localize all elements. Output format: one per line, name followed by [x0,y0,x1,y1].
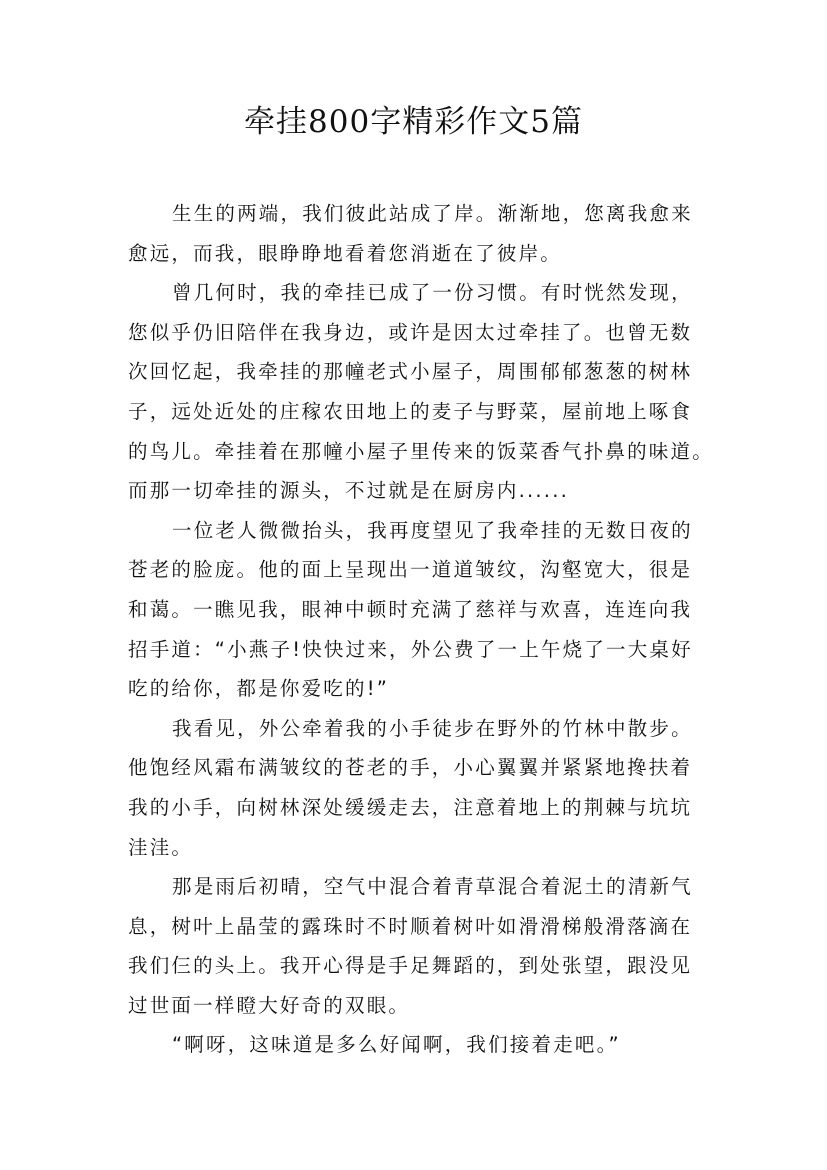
paragraph-line: 愈远，而我，眼睁睁地看着您消逝在了彼岸。 [128,241,563,265]
paragraph-line: 次回忆起，我牵挂的那幢老式小屋子，周围郁郁葱葱的树林 [128,360,693,384]
paragraph-line: 那是雨后初晴，空气中混合着青草混合着泥土的清新气 [172,875,693,899]
paragraph-line: 我的小手，向树林深处缓缓走去，注意着地上的荆棘与坑坑 [128,795,693,819]
paragraph-line: 和蔼。一瞧见我，眼神中顿时充满了慈祥与欢喜，连连向我 [128,597,693,621]
paragraph [128,1025,718,1065]
document-body [128,194,718,1065]
paragraph-line: “啊呀，这味道是多么好闻啊，我们接着走吧。” [172,1033,621,1057]
paragraph-line: 我们仨的头上。我开心得是手足舞蹈的，到处张望，跟没见 [128,954,693,978]
document-title: 牵挂800字精彩作文5篇 [244,104,583,140]
paragraph-line: 息，树叶上晶莹的露珠时不时顺着树叶如滑滑梯般滑落滴在 [128,914,693,938]
paragraph-line: 招手道：“小燕子!快快过来，外公费了一上午烧了一大桌好 [128,637,693,661]
paragraph-line: 我看见，外公牵着我的小手徒步在野外的竹林中散步。 [172,716,693,740]
paragraph [128,273,718,511]
paragraph-line: 而那一切牵挂的源头，不过就是在厨房内...... [128,479,569,503]
paragraph [128,194,718,273]
paragraph [128,709,718,867]
paragraph-line: 吃的给你，都是你爱吃的!” [128,677,390,701]
paragraph [128,867,718,1025]
paragraph-line: 生生的两端，我们彼此站成了岸。渐渐地，您离我愈来 [172,202,693,225]
paragraph-line: 子，远处近处的庄稼农田地上的麦子与野菜，屋前地上啄食 [128,399,693,423]
paragraph-line: 的鸟儿。牵挂着在那幢小屋子里传来的饭菜香气扑鼻的味道。 [128,439,714,463]
paragraph-line: 您似乎仍旧陪伴在我身边，或许是因太过牵挂了。也曾无数 [128,320,693,344]
paragraph-line: 洼洼。 [128,835,194,859]
paragraph-line: 他饱经风霜布满皱纹的苍老的手，小心翼翼并紧紧地搀扶着 [128,756,693,780]
paragraph [128,511,718,709]
paragraph-line: 曾几何时，我的牵挂已成了一份习惯。有时恍然发现， [172,281,693,305]
paragraph-line: 苍老的脸庞。他的面上呈现出一道道皱纹，沟壑宽大，很是 [128,558,693,582]
paragraph-line: 过世面一样瞪大好奇的双眼。 [128,993,411,1017]
paragraph-line: 一位老人微微抬头，我再度望见了我牵挂的无数日夜的 [172,518,693,542]
